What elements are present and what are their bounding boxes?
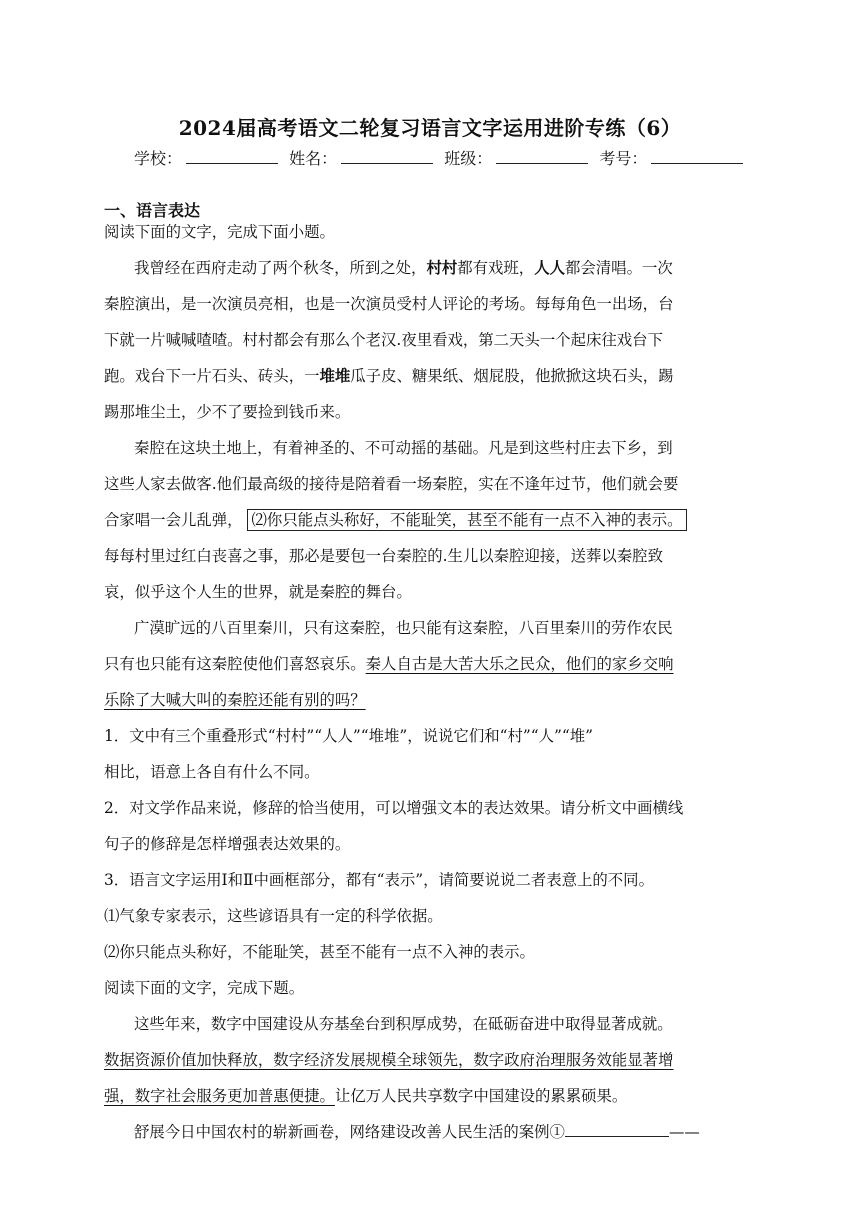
instruction: 阅读下面的文字，完成下面小题。 (104, 223, 335, 241)
school-blank[interactable] (186, 149, 278, 164)
name-label: 姓名： (289, 149, 338, 168)
para2-line: 秦腔在这块土地上，有着神圣的、不可动摇的基础。凡是到这些村庄去下乡，到 (134, 439, 673, 457)
para2-line: 哀，似乎这个人生的世界，就是秦腔的舞台。 (104, 583, 412, 601)
question-1: 相比，语意上各自有什么不同。 (104, 763, 320, 781)
answer-blank-1[interactable] (565, 1122, 669, 1137)
para2-line: 每每村里过红白丧喜之事，那必是要包一台秦腔的.生儿以秦腔迎接，送葬以秦腔致 (104, 547, 663, 565)
para2-line: 合家唱一会儿乱弹， ⑵你只能点头称好，不能耻笑，甚至不能有一点不入神的表示。 (104, 510, 687, 530)
para1-line: 秦腔演出，是一次演员亮相，也是一次演员受村人评论的考场。每每角色一出场，台 (104, 295, 674, 313)
underlined-sentence: 乐除了大喊大叫的秦腔还能有别的吗？ (104, 691, 366, 709)
para1-line: 踢那堆尘土，少不了要捡到钱币来。 (104, 403, 351, 421)
name-blank[interactable] (341, 149, 433, 164)
para3-line: 广漠旷远的八百里秦川，只有这秦腔，也只能有这秦腔，八百里秦川的劳作农民 (134, 619, 673, 637)
para1-line: 跑。戏台下一片石头、砖头，一堆堆瓜子皮、糖果纸、烟屁股，他掀掀这块石头，踢 (104, 367, 674, 385)
para4-line: 这些年来，数字中国建设从夯基垒台到积厚成势，在砥砺奋进中取得显著成就。 (134, 1015, 673, 1033)
para1-line: 下就一片喊喊喳喳。村村都会有那么个老汉.夜里看戏，第二天头一个起床往戏台下 (104, 331, 663, 349)
class-label: 班级： (444, 149, 493, 168)
underlined-sentence: 数据资源价值加快释放，数字经济发展规模全球领先，数字政府治理服务效能显著增 (104, 1051, 674, 1069)
section-heading: 一、语言表达 (104, 201, 201, 220)
question-2: 2．对文学作品来说，修辞的恰当使用，可以增强文本的表达效果。请分析文中画横线 (104, 799, 684, 817)
underlined-sentence: 秦人自古是大苦大乐之民众，他们的家乡交响 (365, 655, 674, 673)
exam-no-label: 考号： (599, 149, 648, 168)
question-2: 句子的修辞是怎样增强表达效果的。 (104, 835, 351, 853)
boxed-sentence: ⑵你只能点头称好，不能耻笑，甚至不能有一点不入神的表示。 (247, 509, 688, 531)
question-3: 3．语言文字运用Ⅰ和Ⅱ中画框部分，都有“表示”，请简要说说二者表意上的不同。 (104, 871, 654, 889)
sentence-1: ⑴气象专家表示，这些谚语具有一定的科学依据。 (104, 907, 443, 925)
exam-no-blank[interactable] (651, 149, 743, 164)
page-title: 2024届高考语文二轮复习语言文字运用进阶专练（6） (178, 116, 682, 140)
question-1: 1．文中有三个重叠形式“村村”“人人”“堆堆”，说说它们和“村”“人”“堆” (104, 727, 593, 745)
para5-line: 舒展今日中国农村的崭新画卷，网络建设改善人民生活的案例① —— (134, 1123, 700, 1141)
underlined-sentence: 强，数字社会服务更加普惠便捷。 (104, 1087, 335, 1105)
para3-line: 只有也只能有这秦腔使他们喜怒哀乐。秦人自古是大苦大乐之民众，他们的家乡交响 (104, 655, 674, 673)
para1-line: 我曾经在西府走动了两个秋冬，所到之处，村村都有戏班，人人都会清唱。一次 (134, 259, 673, 277)
para2-line: 这些人家去做客.他们最高级的接待是陪着看一场秦腔，实在不逢年过节，他们就会要 (104, 475, 679, 493)
sentence-2: ⑵你只能点头称好，不能耻笑，甚至不能有一点不入神的表示。 (104, 943, 535, 961)
para4-line: 强，数字社会服务更加普惠便捷。让亿万人民共享数字中国建设的累累硕果。 (104, 1087, 628, 1105)
student-info-row (134, 146, 749, 169)
class-blank[interactable] (496, 149, 588, 164)
instruction: 阅读下面的文字，完成下题。 (104, 979, 305, 997)
school-label: 学校： (134, 149, 183, 168)
